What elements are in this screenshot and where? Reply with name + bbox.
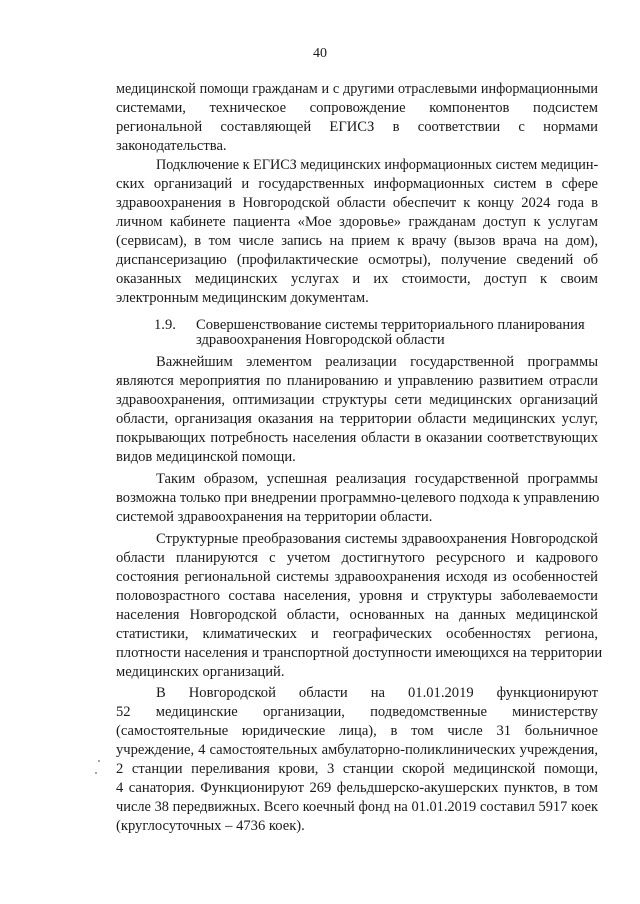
paragraph-line: возможна только при внедрении программно-целевого подхода к управлению [116, 490, 600, 506]
paragraph-line: В Новгородской области на 01.01.2019 функционируют [156, 685, 598, 701]
paragraph-line: системой здравоохранения на территории области. [116, 509, 433, 525]
paragraph-line: (круглосуточных – 4736 коек). [116, 818, 305, 834]
paragraph-line: здравоохранения в Новгородской области обеспечит к концу 2024 года в [116, 195, 598, 211]
paragraph-line: (самостоятельные юридические лица), в том числе 31 больничное [116, 723, 598, 739]
paragraph-line: здравоохранения, оптимизации структуры сети медицинских организаций [116, 392, 598, 408]
paragraph-line: диспансеризацию (профилактические осмотры), получение сведений об [116, 252, 598, 268]
paragraph-line: плотности населения и транспортной доступности имеющихся на территории [116, 645, 603, 661]
paragraph-line: покрывающих потребность населения области в оказании соответствующих [116, 430, 598, 446]
paragraph-line: Таким образом, успешная реализация государственной программы [156, 471, 598, 487]
paragraph-line: личном кабинете пациента «Мое здоровье» гражданам доступ к услугам [116, 214, 598, 230]
paragraph-line: половозрастного состава населения, уровня и структуры заболеваемости [116, 588, 598, 604]
paragraph-line: оказанных медицинских услугах и их стоимости, доступ к своим [116, 271, 598, 287]
paragraph-line: региональной составляющей ЕГИСЗ в соответствии с нормами [116, 119, 598, 135]
paragraph-line: видов медицинской помощи. [116, 449, 296, 465]
paragraph-line: электронным медицинским документам. [116, 290, 369, 306]
paragraph-line: населения Новгородской области, основанных на данных медицинской [116, 607, 598, 623]
paragraph-line: являются мероприятия по планированию и управлению развитием отрасли [116, 373, 598, 389]
paragraph-line: области, организация оказания на территории области медицинских услуг, [116, 411, 598, 427]
paragraph-line: учреждение, 4 самостоятельных амбулаторно-поликлинических учреждения, [116, 742, 598, 758]
paragraph-line: системами, техническое сопровождение компонентов подсистем [116, 100, 598, 116]
section-title: Совершенствование системы территориального планирования [196, 317, 585, 333]
paragraph-line: Структурные преобразования системы здравоохранения Новгородской [156, 531, 598, 547]
scan-speck [95, 772, 97, 774]
paragraph-line: медицинской помощи гражданам и с другими отраслевыми информационными [116, 81, 598, 97]
paragraph-line: медицинских организаций. [116, 664, 285, 680]
paragraph-line: 4 санатория. Функционируют 269 фельдшерско-акушерских пунктов, в том [116, 780, 598, 796]
paragraph-line: Важнейшим элементом реализации государственной программы [156, 354, 598, 370]
paragraph-line: законодательства. [116, 138, 227, 154]
paragraph-line: числе 38 передвижных. Всего коечный фонд на 01.01.2019 составил 5917 коек [116, 799, 598, 815]
paragraph-line: 2 станции переливания крови, 3 станции скорой медицинской помощи, [116, 761, 598, 777]
section-number: 1.9. [154, 317, 176, 333]
paragraph-line: области планируются с учетом достигнутого ресурсного и кадрового [116, 550, 598, 566]
paragraph-line: 52 медицинские организации, подведомственные министерству [116, 704, 598, 720]
paragraph-line: статистики, климатических и географических особенностях региона, [116, 626, 598, 642]
paragraph-line: (сервисам), в том числе запись на прием к врачу (вызов врача на дом), [116, 233, 598, 249]
paragraph-line: Подключение к ЕГИСЗ медицинских информационных систем медицин- [156, 157, 599, 173]
paragraph-line: состояния региональной системы здравоохранения исходя из особенностей [116, 569, 598, 585]
section-title: здравоохранения Новгородской области [196, 332, 445, 348]
page-number: 40 [313, 46, 327, 61]
scan-speck [98, 760, 100, 762]
paragraph-line: ских организаций и государственных информационных систем в сфере [116, 176, 598, 192]
